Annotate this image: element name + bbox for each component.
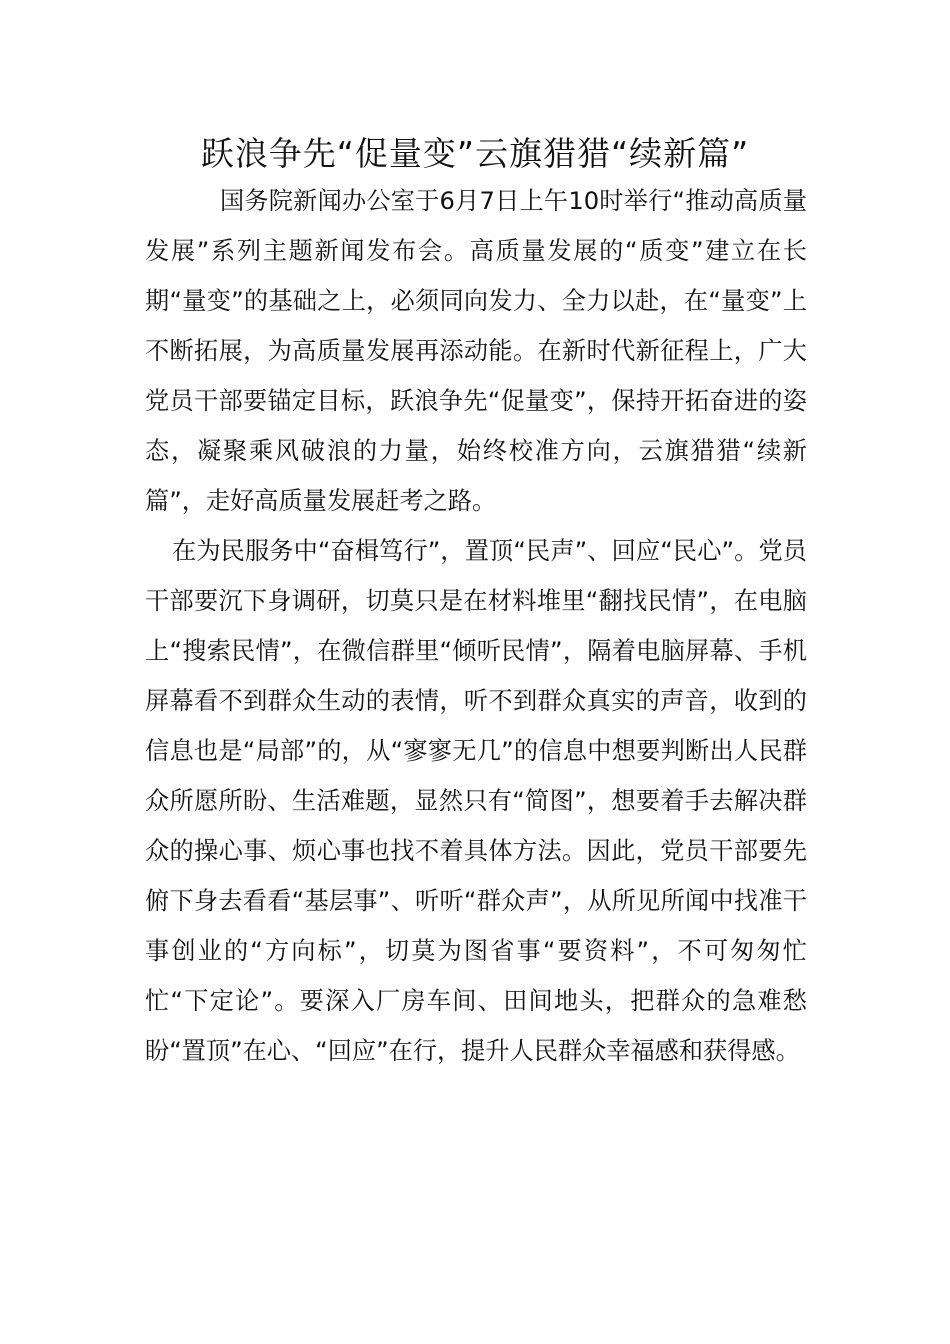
document-title: 跃浪争先“促量变”云旗猎猎“续新篇” bbox=[200, 134, 750, 173]
paragraph-intro: 国务院新闻办公室于6月7日上午10时举行“推动高质量发展”系列主题新闻发布会。高质量发展的“质变”建立在长期“量变”的基础之上，必须同向发力、全力以赴，在“量变”上不断拓展，为高质量发展再添动能。在新时代新征程上，广大党员干部要锚定目标，跃浪争先“促量变”，保持开拓奋进的姿态，凝聚乘风破浪的力量，始终校准方向，云旗猎猎“续新篇”，走好高质量发展赶考之路。 bbox=[145, 187, 807, 515]
paragraph-serving-people: 在为民服务中“奋楫笃行”，置顶“民声”、回应“民心”。党员干部要沉下身调研，切莫只是在材料堆里“翻找民情”，在电脑上“搜索民情”，在微信群里“倾听民情”，隔着电脑屏幕、手机屏幕看不到群众生动的表情，听不到群众真实的声音，收到的信息也是“局部”的，从“寥寥无几”的信息中想要判断出人民群众所愿所盼、生活难题，显然只有“简图”，想要着手去解决群众的操心事、烦心事也找不着具体方法。因此，党员干部要先俯下身去看看“基层事”、听听“群众声”，从所见所闻中找准干事创业的“方向标”，切莫为图省事“要资料”，不可匆匆忙忙“下定论”。要深入厂房车间、田间地头，把群众的急难愁盼“置顶”在心、“回应”在行，提升人民群众幸福感和获得感。 bbox=[145, 537, 807, 1065]
document-body bbox=[145, 176, 807, 1076]
